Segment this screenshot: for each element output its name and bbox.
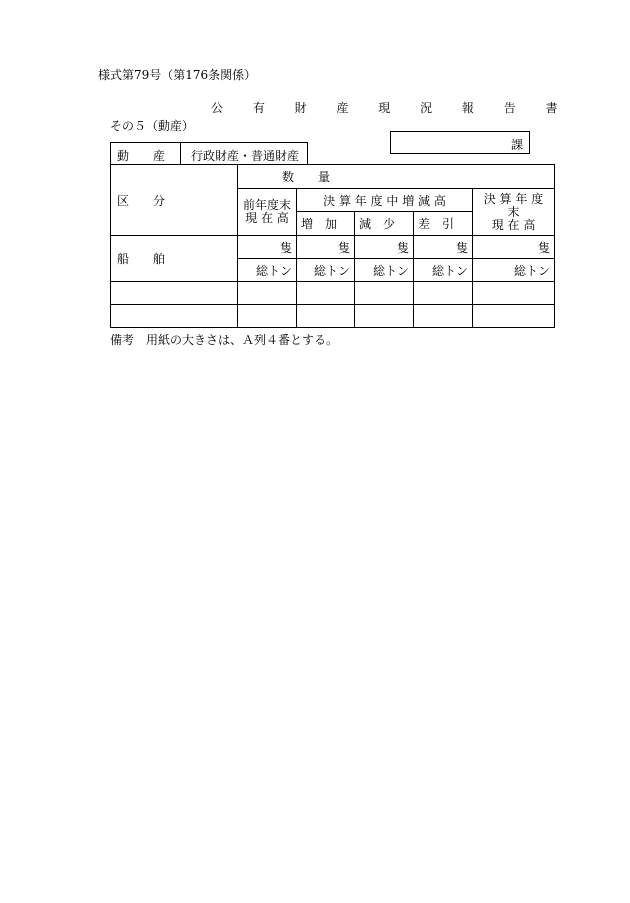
empty-cell: [414, 305, 473, 328]
quantity-header: 数 量: [238, 165, 555, 189]
form-number: 様式第79号（第176条関係）: [98, 68, 257, 82]
empty-cell: [238, 282, 297, 305]
difference-header: 差 引: [414, 212, 473, 236]
unit-tonnage-cell: 総トン: [297, 259, 355, 282]
empty-row: [111, 282, 555, 305]
category-label: 動 産: [117, 149, 166, 163]
classification-header: 区 分: [111, 165, 238, 236]
section-label: 課: [510, 138, 523, 152]
unit-tonnage-cell: 総トン: [414, 259, 473, 282]
empty-cell: [297, 305, 355, 328]
empty-cell: [238, 305, 297, 328]
empty-cell: [111, 282, 238, 305]
document-title: [211, 99, 571, 116]
category-label-cell: [111, 143, 181, 165]
unit-count-cell: 隻: [238, 236, 297, 259]
settlement-year-end-header: 決 算 年 度 末 現 在 高: [473, 189, 555, 236]
footnote: 備考 用紙の大きさは、Ａ列４番とする。: [110, 333, 339, 347]
empty-cell: [111, 305, 238, 328]
decrease-header: 減 少: [355, 212, 414, 236]
category-value: 行政財産・普通財産: [191, 149, 300, 163]
unit-tonnage-cell: 総トン: [473, 259, 555, 282]
empty-cell: [473, 305, 555, 328]
subtitle: その５（動産）: [110, 119, 195, 133]
unit-count-cell: 隻: [473, 236, 555, 259]
empty-cell: [355, 282, 414, 305]
title-text: 公 有 財 産 現 況 報 告 書: [211, 101, 571, 115]
unit-tonnage-cell: 総トン: [355, 259, 414, 282]
unit-count-cell: 隻: [297, 236, 355, 259]
empty-row: [111, 305, 555, 328]
ship-row-label: 船 舶: [111, 236, 238, 282]
prev-year-end-header: 前年度末 現 在 高: [238, 189, 297, 236]
unit-count-cell: 隻: [355, 236, 414, 259]
inventory-table: [110, 164, 555, 328]
empty-cell: [473, 282, 555, 305]
change-header: 決 算 年 度 中 増 減 高: [297, 189, 473, 212]
empty-cell: [297, 282, 355, 305]
section-box: [390, 131, 530, 154]
unit-count-cell: 隻: [414, 236, 473, 259]
increase-header: 増 加: [297, 212, 355, 236]
unit-tonnage-cell: 総トン: [238, 259, 297, 282]
category-box: [110, 142, 308, 165]
empty-cell: [414, 282, 473, 305]
empty-cell: [355, 305, 414, 328]
